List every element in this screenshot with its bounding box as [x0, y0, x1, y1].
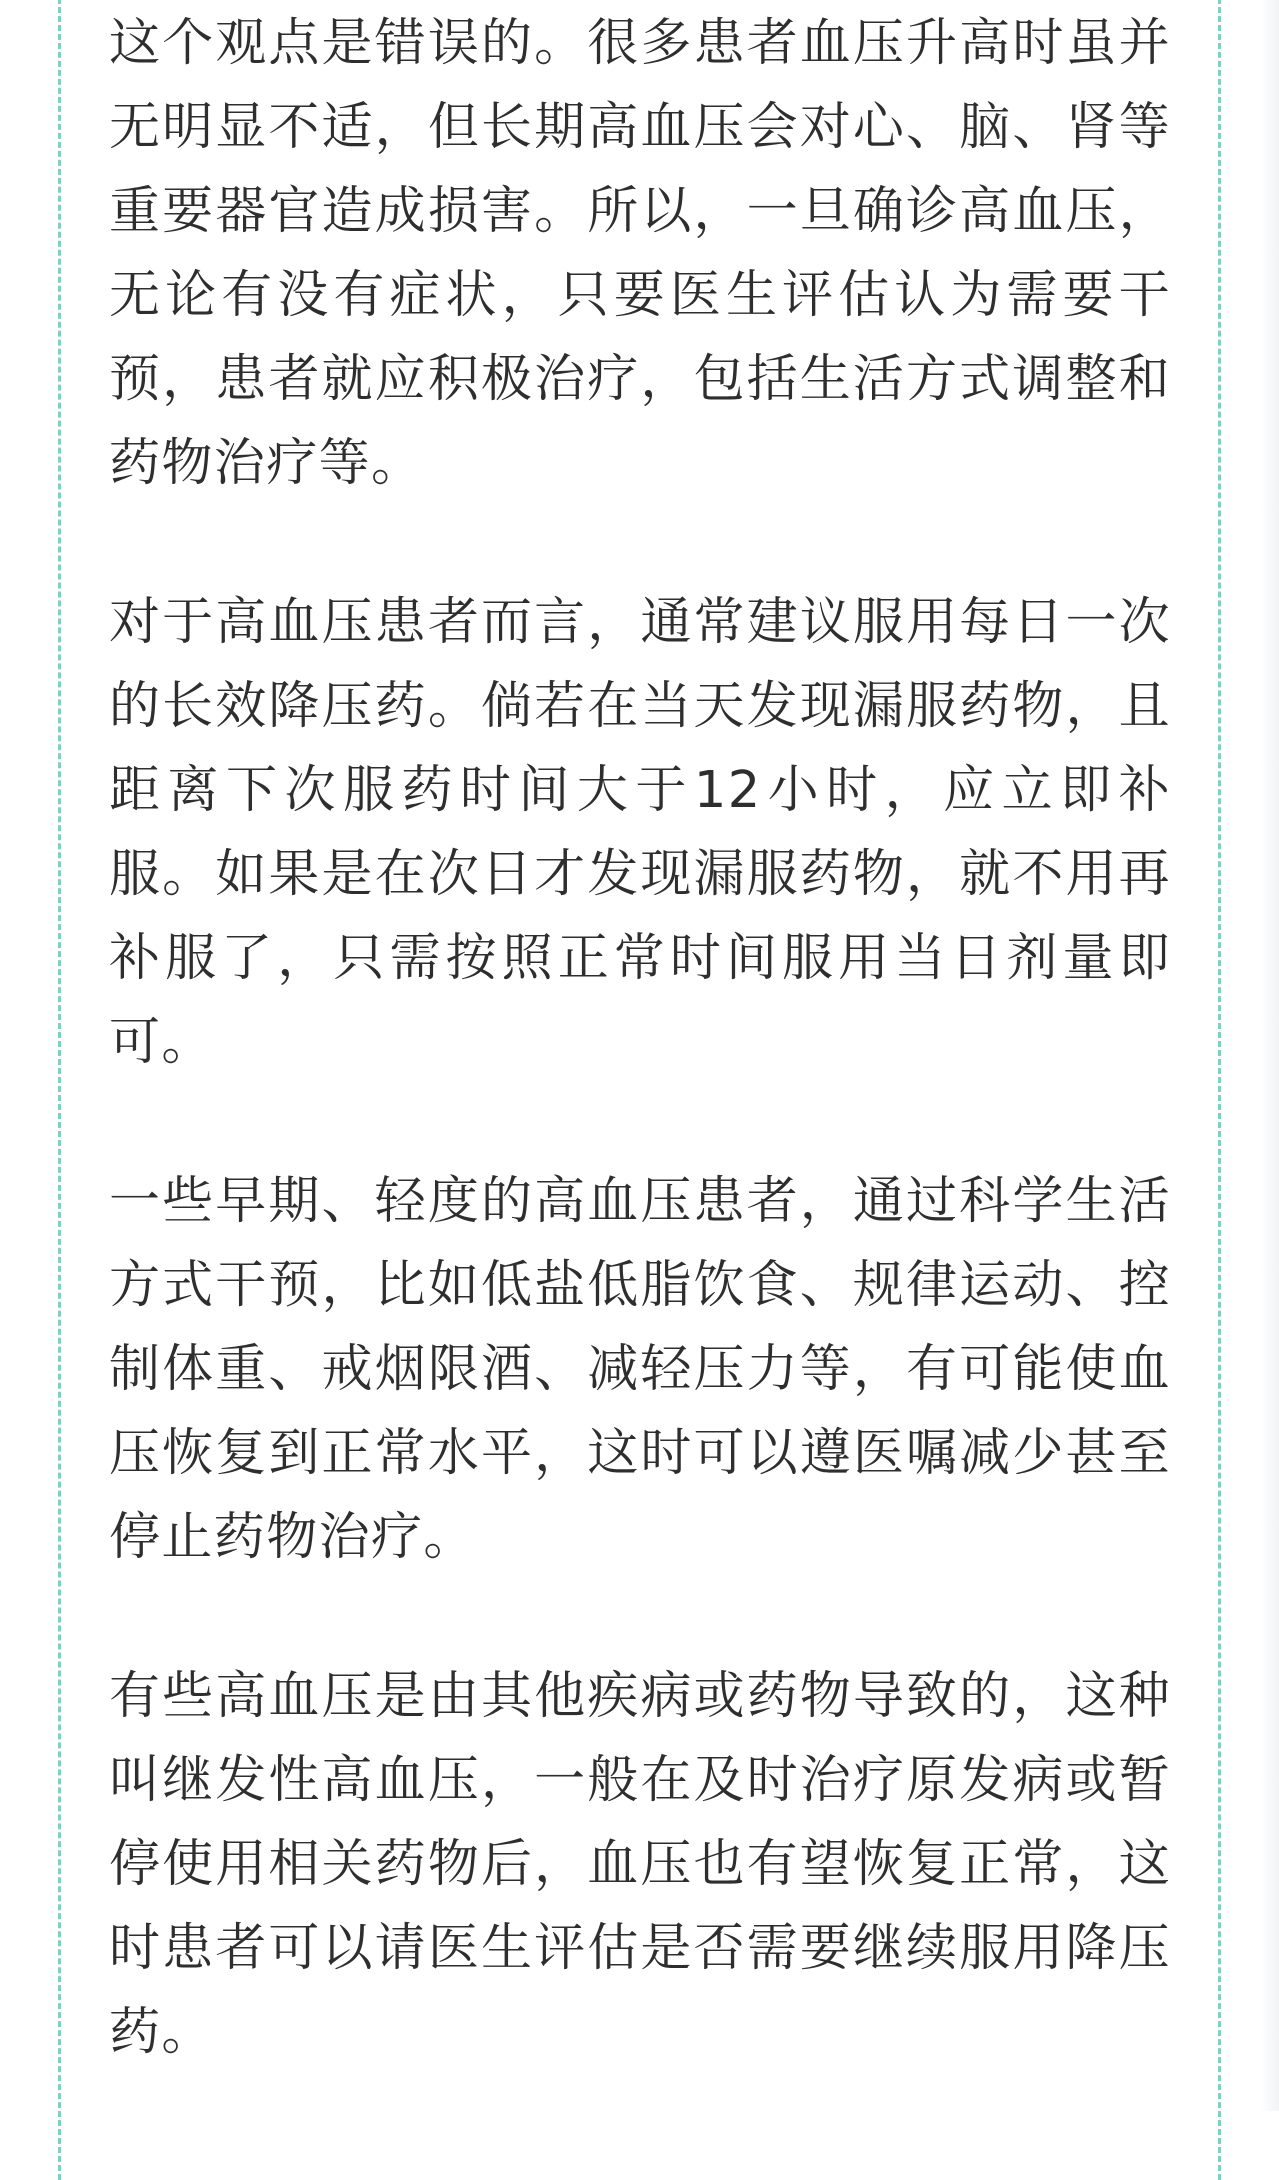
paragraph-secondary-hypertension: 有些高血压是由其他疾病或药物导致的，这种叫继发性高血压，一般在及时治疗原发病或暂停使用相关药物后，血压也有望恢复正常，这时患者可以请医生评估是否需要继续服用降压药。	[109, 1667, 1171, 2062]
article-body	[109, 2, 1171, 2150]
right-edge-shadow	[1261, 0, 1279, 2111]
paragraph-lifestyle-intervention: 一些早期、轻度的高血压患者，通过科学生活方式干预，比如低盐低脂饮食、规律运动、控制体重、戒烟限酒、减轻压力等，有可能使血压恢复到正常水平，这时可以遵医嘱减少甚至停止药物治疗。	[109, 1172, 1171, 1567]
paragraph-hypertension-treatment: 这个观点是错误的。很多患者血压升高时虽并无明显不适，但长期高血压会对心、脑、肾等重要器官造成损害。所以，一旦确诊高血压，无论有没有症状，只要医生评估认为需要干预，患者就应积极治疗，包括生活方式调整和药物治疗等。	[109, 14, 1171, 493]
paragraph-missed-dose: 对于高血压患者而言，通常建议服用每日一次的长效降压药。倘若在当天发现漏服药物，且距离下次服药时间大于12小时，应立即补服。如果是在次日才发现漏服药物，就不用再补服了，只需按照正常时间服用当日剂量即可。	[109, 593, 1171, 1072]
